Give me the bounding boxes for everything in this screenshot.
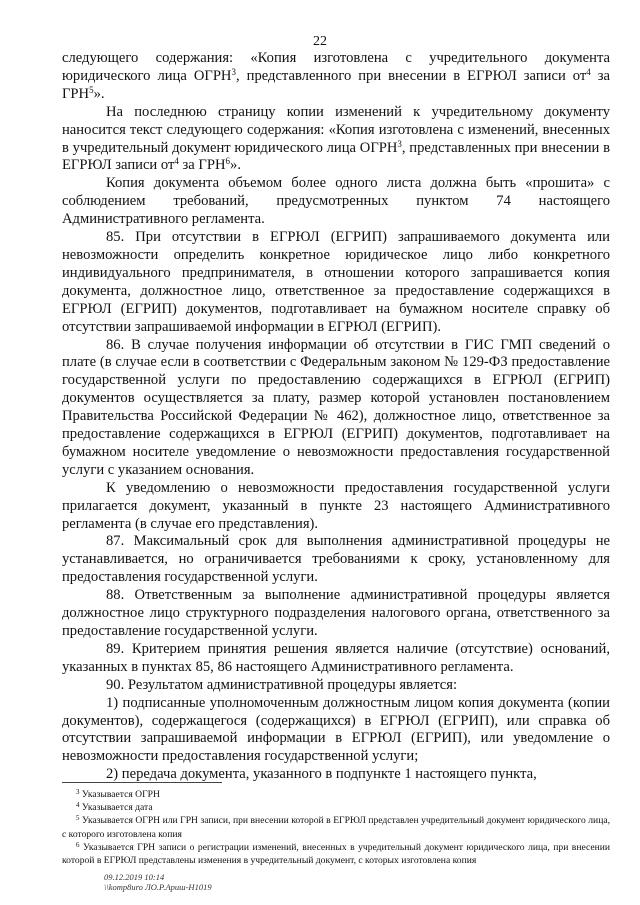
- footnote-number: 6: [76, 840, 80, 849]
- paragraph-text: 88. Ответственным за выполнение административной процедуры является должностное лицо структурного подразделения налогового органа, ответственного за предоставление государственной услуги.: [62, 587, 610, 639]
- footnote-text: Указывается ГРН записи о регистрации изменений, внесенных в учредительный документ юридического лица, при внесении которой в ЕГРЮЛ представлены изменения в учредительный документ, с которых изготовлена копия: [62, 841, 610, 867]
- paragraph: [62, 587, 610, 641]
- footnote: [62, 801, 610, 814]
- paragraph-text: , представленного при внесении в ЕГРЮЛ записи от: [235, 67, 587, 84]
- paragraph: [62, 229, 610, 336]
- footnote-text: Указывается дата: [79, 802, 153, 814]
- footnote-ref: 4: [174, 156, 179, 167]
- paragraph-text: 85. При отсутствии в ЕГРЮЛ (ЕГРИП) запрашиваемого документа или невозможности определить конкретное юридическое лицо либо конкретного индивидуального предпринимателя, в отношении которого запрашивается копия документа, должностное лицо, ответственное за предоставление содержащихся в ЕГРЮЛ (ЕГРИП) документов, подготавливает на бумажном носителе справку об отсутствии запрашиваемой информации в ЕГРЮЛ (ЕГРИП).: [62, 229, 610, 335]
- paragraph-text: На последнюю страницу копии изменений к учредительному документу наносится текст следующего содержания: «Копия изготовлена с изменений, внесенных в учредительный документ юридического лица ОГРН: [62, 103, 610, 156]
- print-stamp-date: 09.12.2019 10:14: [104, 872, 165, 882]
- paragraph-text: 89. Критерием принятия решения является наличие (отсутствие) оснований, указанных в пунктах 85, 86 настоящего Административного регламента.: [62, 640, 610, 675]
- paragraph: [62, 104, 610, 176]
- body-text: [62, 50, 610, 784]
- paragraph-text: Копия документа объемом более одного листа должна быть «прошита» с соблюдением требований, предусмотренных пунктом 74 настоящего Административного регламента.: [62, 175, 610, 228]
- paragraph: [62, 695, 610, 767]
- paragraph-text: 86. В случае получения информации об отсутствии в ГИС ГМП сведений о плате (в случае если в соответствии с Федеральным законом № 129-ФЗ предоставление государственной услуги по предоставлению содержащихся в ЕГРЮЛ (ЕГРИП) документов осуществляется за плату, размер которой установлен постановлением Правительства Российской Федерации № 462), должностное лицо, ответственное за предоставление содержащихся в ЕГРЮЛ (ЕГРИП) документов, подготавливает на бумажном носителе уведомление о невозможности предоставления государственной услуги с указанием основания.: [62, 336, 610, 478]
- footnote: [62, 814, 610, 840]
- paragraph-text: ».: [230, 157, 241, 174]
- footnote-number: 4: [76, 801, 80, 810]
- footnotes: [62, 788, 610, 867]
- footnote-number: 3: [76, 788, 80, 796]
- paragraph-text: 90. Результатом административной процедуры является:: [106, 676, 458, 693]
- paragraph: [62, 677, 610, 695]
- paragraph-text: 2) передача документа, указанного в подпункте 1 настоящего пункта,: [106, 766, 537, 783]
- paragraph-text: следующего содержания: «Копия изготовлена с учредительного документа юридического лица ОГРН: [62, 50, 610, 84]
- paragraph: [62, 641, 610, 677]
- paragraph: [62, 175, 610, 229]
- footnote-separator: [62, 782, 222, 783]
- footnote-text: Указывается ОГРН: [79, 789, 160, 800]
- footnote-ref: 6: [225, 156, 231, 167]
- footnote-number: 5: [76, 814, 80, 823]
- page-number: 22: [313, 34, 327, 49]
- footnote: [62, 788, 610, 801]
- paragraph-text: за ГРН: [178, 157, 226, 174]
- paragraph-text: 1) подписанные уполномоченным должностным лицом копия документа (копии документов), содержащегося (содержащихся) в ЕГРЮЛ (ЕГРИП), или справка об отсутствии запрашиваемой информации в ЕГРЮЛ (ЕГРИП), или уведомление о невозможности предоставления государственной услуги;: [62, 694, 610, 765]
- paragraph: [62, 337, 610, 480]
- print-stamp: [104, 872, 212, 892]
- paragraph-text: , представленных при внесении в ЕГРЮЛ записи от: [62, 139, 610, 174]
- paragraph: [62, 533, 610, 587]
- footnote-ref: 5: [89, 84, 94, 95]
- paragraph-text: ».: [93, 85, 105, 102]
- footnote-ref: 3: [231, 66, 236, 77]
- paragraph: [62, 480, 610, 534]
- paragraph-text: 87. Максимальный срок для выполнения административной процедуры не устанавливается, но ограничивается требованиями к сроку, установленному для предоставления государственной услуги.: [62, 533, 610, 586]
- paragraph-text: К уведомлению о невозможности предоставления государственной услуги прилагается документ, указанный в пункте 23 настоящего Административного регламента (в случае его представления).: [62, 479, 610, 532]
- footnote: [62, 841, 610, 867]
- paragraph-text: за ГРН: [62, 67, 610, 102]
- footnote-ref: 4: [586, 66, 591, 77]
- print-stamp-path: \\komp8uro ЛО.Р.Ариш-Н1019: [104, 882, 212, 892]
- footnote-ref: 3: [397, 138, 402, 149]
- footnote-text: Указывается ОГРН или ГРН записи, при внесении которой в ЕГРЮЛ представлен учредительный документ юридического лица, с которого изготовлена копия: [62, 815, 610, 840]
- paragraph: [62, 50, 610, 104]
